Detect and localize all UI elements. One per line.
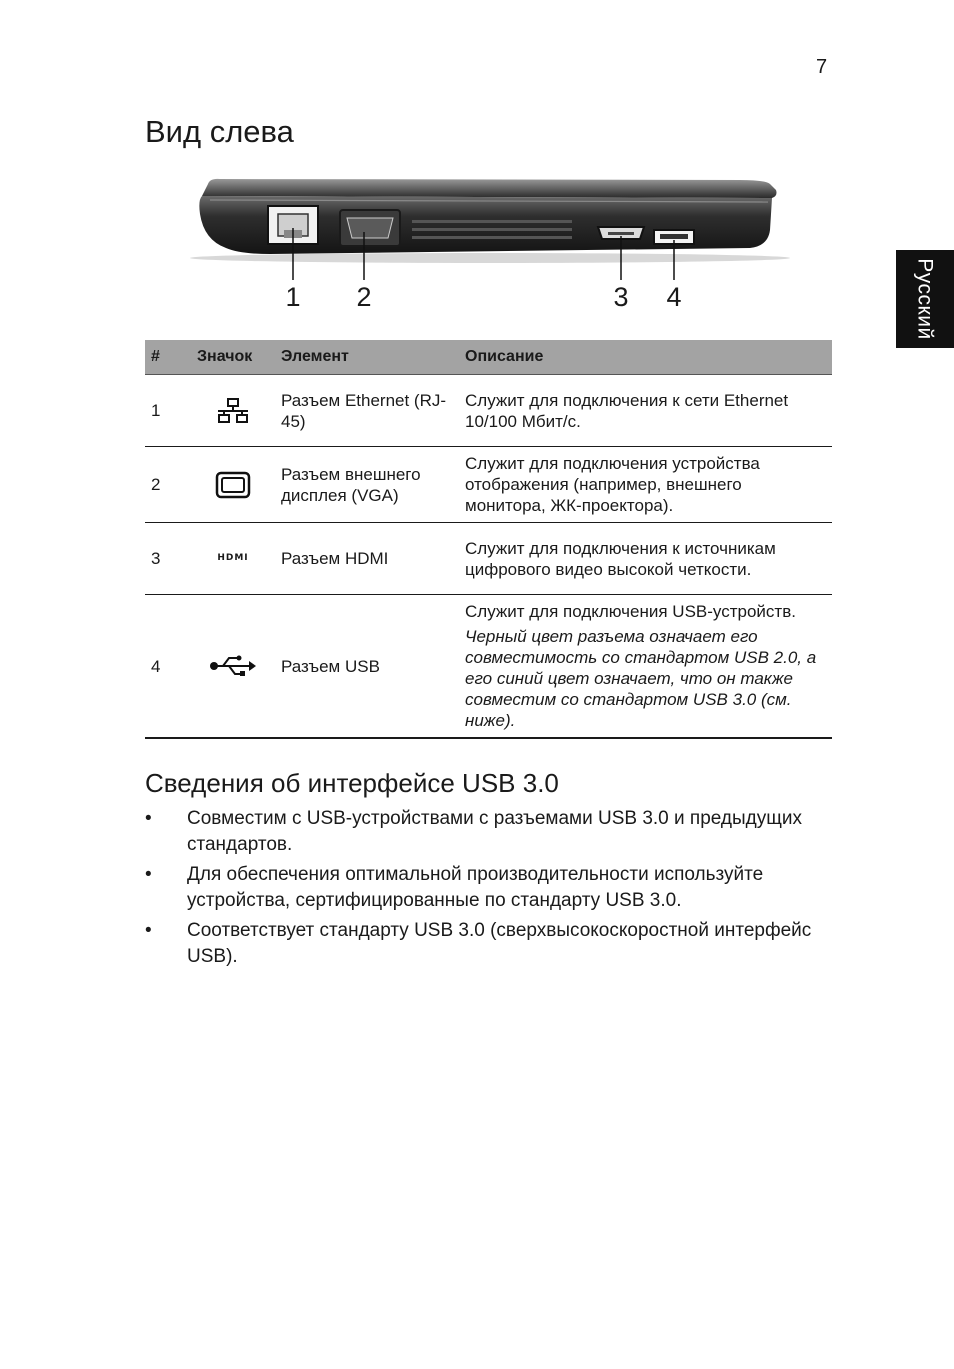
table-row <box>145 523 832 595</box>
row-description <box>459 523 832 595</box>
row-description <box>459 375 832 447</box>
row-element: Разъем USB <box>275 595 459 739</box>
bullet-text: Совместим с USB-устройствами с разъемами USB 3.0 и предыдущих стандартов. <box>187 808 802 855</box>
row-description-text: Служит для подключения к сети Ethernet 10/100 Мбит/с. <box>465 390 789 431</box>
table-row <box>145 447 832 523</box>
callout-2: 2 <box>356 282 372 312</box>
row-element: Разъем внешнего дисплея (VGA) <box>275 447 459 523</box>
ports-table <box>145 340 832 739</box>
row-number: 1 <box>145 375 191 447</box>
table-row <box>145 375 832 447</box>
page-number: 7 <box>816 56 828 78</box>
row-description <box>459 595 832 739</box>
usb-section-title: Сведения об интерфейсе USB 3.0 <box>145 768 559 798</box>
table-header-row <box>145 340 832 375</box>
list-item <box>145 862 835 914</box>
bullet-text: Соответствует стандарту USB 3.0 (сверхвысокоскоростной интерфейс USB). <box>187 920 812 967</box>
laptop-left-side-illustration <box>180 170 800 310</box>
language-tab-label: Русский <box>914 258 938 340</box>
row-number: 3 <box>145 523 191 595</box>
hdmi-icon: HDMI <box>217 553 249 563</box>
vga-icon <box>215 471 251 499</box>
air-vents <box>412 220 572 239</box>
usb-bullet-list <box>145 806 835 974</box>
table-row <box>145 595 832 739</box>
bullet-marker: • <box>145 808 152 829</box>
row-description-text: Служит для подключения USB-устройств. <box>465 602 796 621</box>
header-element: Элемент <box>275 340 459 375</box>
list-item <box>145 806 835 858</box>
ethernet-icon <box>216 398 250 424</box>
language-tab <box>896 250 954 348</box>
row-element: Разъем HDMI <box>275 523 459 595</box>
callout-3: 3 <box>613 282 629 312</box>
vga-port <box>340 210 400 246</box>
page-title: Вид слева <box>145 114 294 149</box>
laptop-lid <box>202 179 777 198</box>
header-description: Описание <box>459 340 832 375</box>
header-number: # <box>145 340 191 375</box>
bullet-marker: • <box>145 864 152 885</box>
usb-icon <box>209 654 257 678</box>
row-number: 4 <box>145 595 191 739</box>
header-icon: Значок <box>191 340 275 375</box>
bullet-marker: • <box>145 920 152 941</box>
row-description-text: Служит для подключения к источникам цифрового видео высокой четкости. <box>465 538 776 579</box>
row-description <box>459 447 832 523</box>
row-description-note: Черный цвет разъема означает его совместимость со стандартом USB 2.0, а его синий цвет означает, что он также совместим со стандартом USB 3.0 (см. ниже). <box>465 627 817 730</box>
laptop-shadow <box>190 253 790 263</box>
list-item <box>145 918 835 970</box>
row-element: Разъем Ethernet (RJ-45) <box>275 375 459 447</box>
bullet-text: Для обеспечения оптимальной производительности используйте устройства, сертифицированные по стандарту USB 3.0. <box>187 864 764 911</box>
callout-1: 1 <box>285 282 301 312</box>
callout-4: 4 <box>666 282 682 312</box>
row-description-text: Служит для подключения устройства отображения (например, внешнего монитора, ЖК-проектора). <box>465 454 760 515</box>
row-number: 2 <box>145 447 191 523</box>
